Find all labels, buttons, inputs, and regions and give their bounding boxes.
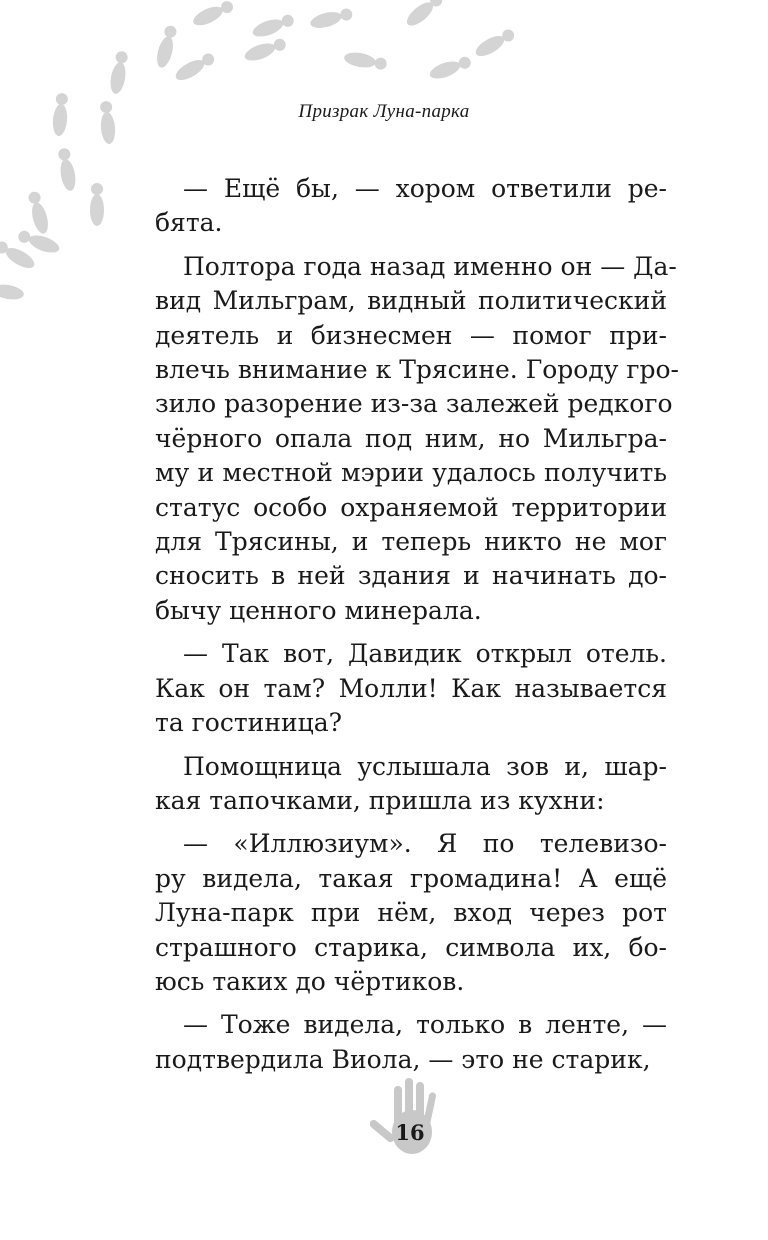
paragraph xyxy=(155,250,679,628)
text-line: юсь таких до чёртиков. xyxy=(155,966,465,996)
text-line: ру видела, такая громадина! А ещё xyxy=(155,863,667,893)
text-line: Как он там? Молли! Как называется xyxy=(155,673,667,703)
footprint-icon xyxy=(108,50,129,95)
text-line: кая тапочками, пришла из кухни: xyxy=(155,785,605,815)
paragraph xyxy=(155,172,667,241)
text-line: — Так вот, Давидик открыл отель. xyxy=(183,639,667,669)
body-text xyxy=(155,172,679,1086)
footprint-icon xyxy=(191,0,236,29)
footprint-icon xyxy=(251,12,296,40)
handprint-icon xyxy=(370,1072,454,1164)
text-line: зило разорение из-за залежей редкого xyxy=(155,389,673,419)
text-line: — Тоже видела, только в ленте, — xyxy=(183,1010,667,1040)
paragraph xyxy=(155,750,667,819)
text-line: — Ещё бы, — хором ответили ре- xyxy=(183,174,667,203)
text-line: Луна-парк при нём, вход через рот xyxy=(155,898,667,928)
footprint-icon xyxy=(56,147,77,192)
text-line: та гостиница? xyxy=(155,708,343,738)
paragraph xyxy=(155,637,667,740)
text-line: чёрного опала под ним, но Мильгра- xyxy=(155,423,667,453)
text-line: деятель и бизнесмен — помог при- xyxy=(155,320,667,350)
text-line: вид Мильграм, видный политический xyxy=(155,286,667,316)
footprint-icon xyxy=(90,183,104,226)
footprint-icon xyxy=(0,280,25,301)
footprint-icon xyxy=(473,26,517,60)
running-head: Призрак Луна-парка xyxy=(298,101,470,122)
footprint-icon xyxy=(403,0,445,30)
page-number: 16 xyxy=(395,1120,425,1145)
footprint-icon xyxy=(173,50,217,84)
footprint-icon xyxy=(343,50,388,71)
text-line: бычу ценного минерала. xyxy=(155,595,482,625)
text-line: страшного старика, символа их, бо- xyxy=(155,932,667,962)
text-line: подтвердила Виола, — это не старик, xyxy=(155,1044,651,1074)
footprint-icon xyxy=(26,190,51,235)
footprint-icon xyxy=(309,6,354,31)
footprint-icon xyxy=(428,54,473,82)
text-line: бята. xyxy=(155,208,223,238)
text-line: для Трясины, и теперь никто не мог xyxy=(155,527,667,557)
paragraph xyxy=(155,827,667,999)
text-line: влечь внимание к Трясине. Городу гро- xyxy=(155,355,679,385)
paragraph xyxy=(155,1008,667,1077)
text-line: Полтора года назад именно он — Да- xyxy=(183,251,677,281)
text-line: — «Иллюзиум». Я по телевизо- xyxy=(183,829,667,859)
text-line: му и местной мэрии удалось получить xyxy=(155,458,667,488)
text-line: Помощница услышала зов и, шар- xyxy=(183,751,667,781)
footprint-icon xyxy=(243,36,288,64)
text-line: сносить в ней здания и начинать до- xyxy=(155,561,667,591)
footprint-icon xyxy=(154,24,179,69)
text-line: статус особо охраняемой территории xyxy=(155,492,667,522)
